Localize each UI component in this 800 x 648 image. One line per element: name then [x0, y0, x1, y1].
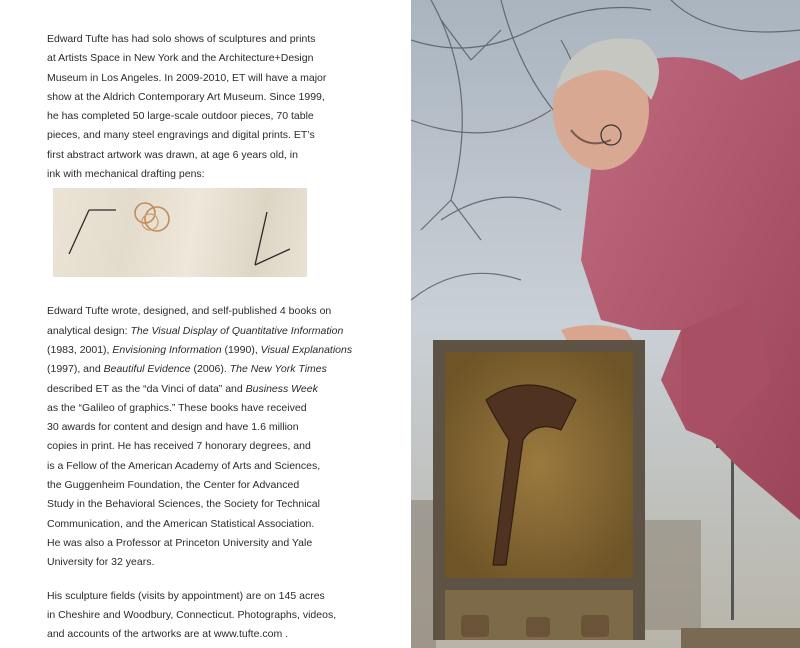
- text-line: [47, 322, 347, 341]
- text-line: University for 32 years.: [47, 556, 155, 569]
- text-line: and accounts of the artworks are at www.tufte.com .: [47, 628, 289, 641]
- paragraph-sculpture-fields: [47, 587, 347, 645]
- drawing-svg: [53, 188, 307, 277]
- text-run: (1997), and: [47, 363, 104, 376]
- text-line: [47, 380, 347, 399]
- publication-name: The New York Times: [229, 363, 327, 376]
- text-line: first abstract artwork was drawn, at age 6 years old, in: [47, 148, 298, 161]
- book-title: Visual Explanations: [260, 343, 353, 356]
- text-run: (2006).: [190, 363, 230, 376]
- text-line: the Guggenheim Foundation, the Center for Advanced: [47, 479, 300, 492]
- text-line: is a Fellow of the American Academy of Arts and Sciences,: [47, 459, 321, 472]
- text-line: in Cheshire and Woodbury, Connecticut. Photographs, videos,: [47, 608, 337, 621]
- text-line: ink with mechanical drafting pens:: [47, 168, 205, 181]
- text-line: He was also a Professor at Princeton University and Yale: [47, 536, 313, 549]
- text-run: described ET as the “da Vinci of data” and: [47, 382, 246, 395]
- text-line: Museum in Los Angeles. In 2009-2010, ET will have a major: [47, 71, 327, 84]
- paragraph-books: [47, 302, 353, 572]
- sculptor-photo: [411, 0, 800, 648]
- text-line: Study in the Behavioral Sciences, the Society for Technical: [47, 498, 320, 511]
- text-line: Edward Tufte wrote, designed, and self-published 4 books on: [47, 305, 332, 318]
- text-line: Edward Tufte has had solo shows of sculptures and prints: [47, 33, 316, 45]
- text-line: 30 awards for content and design and have 1.6 million: [47, 421, 299, 434]
- text-run: (1990),: [221, 343, 261, 356]
- text-line: Communication, and the American Statistical Association.: [47, 517, 315, 530]
- text-line: His sculpture fields (visits by appointment) are on 145 acres: [47, 589, 325, 602]
- text-line: copies in print. He has received 7 honorary degrees, and: [47, 440, 311, 453]
- publication-name: Business Week: [245, 382, 318, 395]
- text-line: pieces, and many steel engravings and digital prints. ET’s: [47, 129, 315, 142]
- text-run: (1983, 2001),: [47, 343, 113, 356]
- text-run: analytical design:: [47, 324, 131, 337]
- text-column: [47, 30, 353, 644]
- text-line: [47, 360, 347, 379]
- book-title: Beautiful Evidence: [103, 363, 191, 376]
- photo-svg: [411, 0, 800, 648]
- text-line: as the “Galileo of graphics.” These books have received: [47, 401, 307, 414]
- text-line: at Artists Space in New York and the Architecture+Design: [47, 52, 314, 65]
- text-line: he has completed 50 large-scale outdoor pieces, 70 table: [47, 110, 314, 123]
- book-title: The Visual Display of Quantitative Information: [130, 324, 344, 337]
- childhood-drawing-image: [53, 188, 307, 277]
- paragraph-exhibitions: [47, 30, 347, 184]
- text-line: show at the Aldrich Contemporary Art Museum. Since 1999,: [47, 90, 325, 103]
- book-title: Envisioning Information: [112, 343, 222, 356]
- text-line: [47, 341, 353, 360]
